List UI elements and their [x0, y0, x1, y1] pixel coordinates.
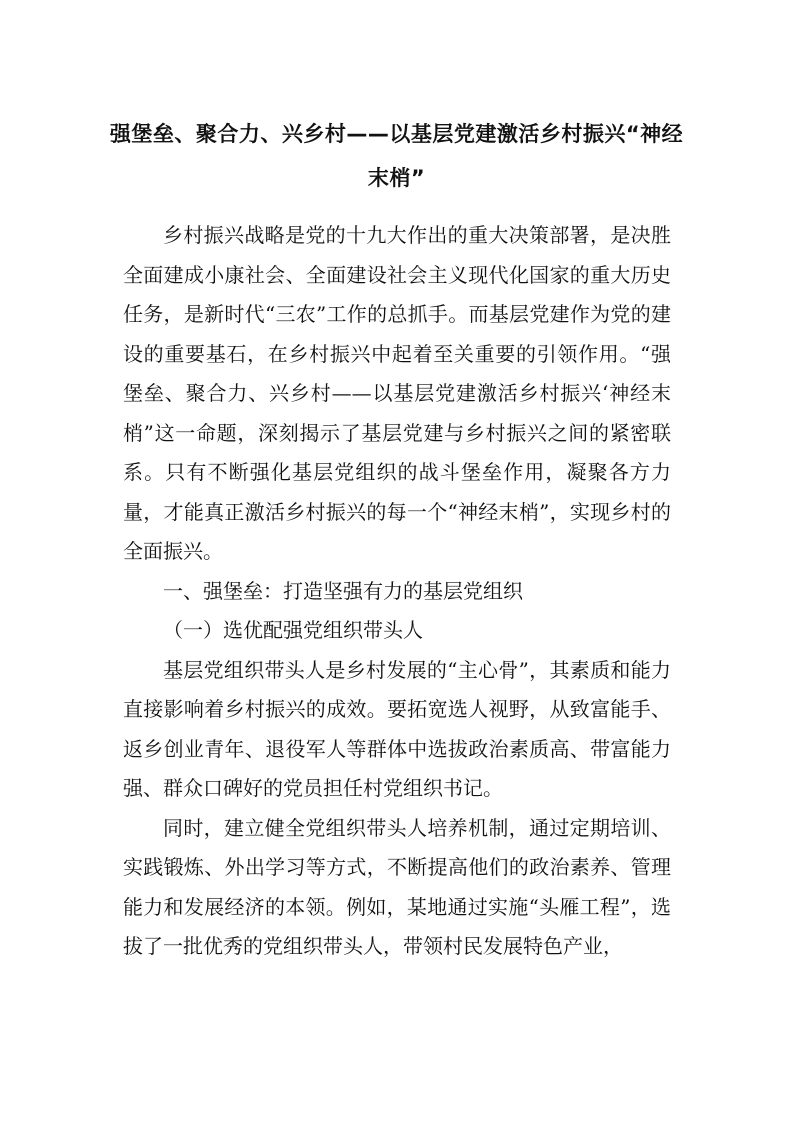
subsection-heading-1-1: （一）选优配强党组织带头人	[163, 618, 423, 642]
paragraph-leader-selection: 基层党组织带头人是乡村发展的“主心骨”，其素质和能力直接影响着乡村振兴的成效。要拓宽选人视野，从致富能手、返乡创业青年、退役军人等群体中选拔政治素质高、带富能力强、群众口碑好的党员担任村党组织书记。	[123, 657, 671, 800]
document-title: 强堡垒、聚合力、兴乡村——以基层党建激活乡村振兴“神经末梢”	[109, 122, 684, 190]
section-heading-1: 一、强堡垒：打造坚强有力的基层党组织	[163, 578, 523, 603]
document-body	[123, 216, 671, 967]
paragraph-leader-training: 同时，建立健全党组织带头人培养机制，通过定期培训、实践锻炼、外出学习等方式，不断提高他们的政治素养、管理能力和发展经济的本领。例如，某地通过实施“头雁工程”，选拔了一批优秀的党组织带头人，带领村民发展特色产业，	[123, 815, 671, 958]
paragraph-intro: 乡村振兴战略是党的十九大作出的重大决策部署，是决胜全面建成小康社会、全面建设社会主义现代化国家的重大历史任务，是新时代“三农”工作的总抓手。而基层党建作为党的建设的重要基石，在乡村振兴中起着至关重要的引领作用。“强堡垒、聚合力、兴乡村——以基层党建激活乡村振兴‘神经末梢”这一命题，深刻揭示了基层党建与乡村振兴之间的紧密联系。只有不断强化基层党组织的战斗堡垒作用，凝聚各方力量，才能真正激活乡村振兴的每一个“神经末梢”，实现乡村的全面振兴。	[123, 223, 671, 563]
